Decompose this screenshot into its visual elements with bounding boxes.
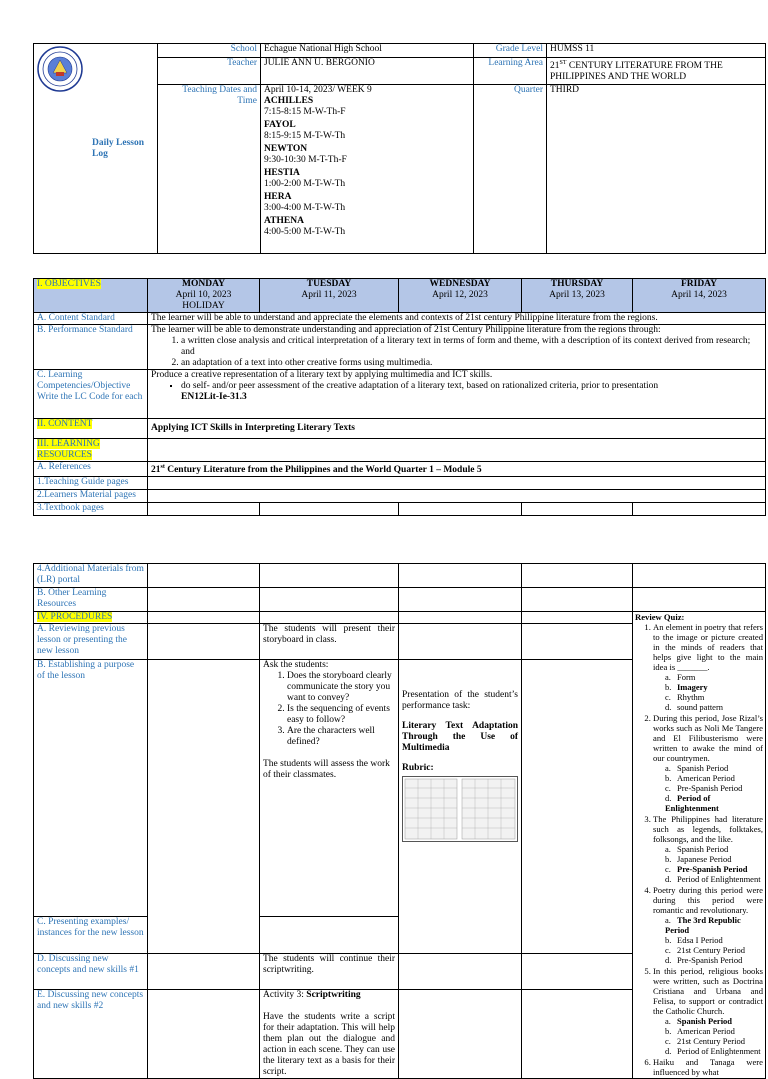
quiz-question: 3. The Philippines had literature such as legends, folktakes, folksongs, and the like. a. Spanish Period b. Japanese Period c. Pre-Spanish Period d. Period of Enlightenment: [653, 814, 763, 884]
section-list: [264, 96, 470, 238]
resources-label-cell: [34, 439, 148, 462]
quiz-option: b. Imagery: [665, 682, 708, 692]
performance-standard-value: The learner will be able to demonstrate understanding and appreciation of 21st Century Philippine literature from the regions through: 1. a written close analysis and critical interpretation of a literary text in terms of form and theme, with a description of its context derived from research; and 2. an adaptation of a text into other creative forms using multimedia.: [148, 325, 766, 370]
day-header-thursday: THURSDAY April 13, 2023: [522, 279, 633, 313]
friday-review-quiz: [633, 612, 766, 1079]
teacher-label: Teacher: [158, 58, 261, 85]
competency-bullet: ▪ do self- and/or peer assessment of the creative adaptation of a literary text, based on rationalized criteria, prior to presentation: [181, 381, 762, 392]
header-table: [33, 43, 766, 254]
quiz-option: b. Japanese Period: [665, 854, 732, 864]
references-value: 21st Century Literature from the Philippines and the World Quarter 1 – Module 5: [148, 462, 766, 477]
school-label: School: [158, 44, 261, 58]
section-time: 9:30-10:30 M-T-Th-F: [264, 155, 347, 165]
competency-code: EN12Lit-Ie-31.3: [181, 392, 247, 402]
procedure-d-label: D. Discussing new concepts and new skills #1: [34, 954, 148, 990]
quiz-option: c. 21st Century Period: [665, 1036, 745, 1046]
quiz-title: Review Quiz:: [635, 612, 685, 622]
section-name: ACHILLES: [264, 96, 314, 106]
content-value: Applying ICT Skills in Interpreting Literary Texts: [148, 419, 766, 439]
quiz-option: d. Pre-Spanish Period: [665, 955, 743, 965]
procedure-b-label: B. Establishing a purpose of the lesson: [34, 660, 148, 917]
quiz-option: a. Spanish Period: [665, 763, 729, 773]
quiz-option: c. Pre-Spanish Period: [665, 783, 743, 793]
rubric-thumbnail-icon: [402, 776, 518, 842]
content-label-cell: [34, 419, 148, 439]
quiz-option: b. American Period: [665, 773, 735, 783]
quiz-list: [635, 622, 763, 1077]
content-standard-value: The learner will be able to understand and appreciate the elements and contexts of 21st century Philippine literature from the regions.: [148, 313, 766, 325]
competency-label: C. Learning Competencies/Objective Write the LC Code for each: [34, 370, 148, 419]
quiz-option: a. Spanish Period: [665, 1016, 733, 1026]
section-name: NEWTON: [264, 144, 308, 154]
procedures-table: [33, 563, 766, 1079]
learners-material-label: 2.Learners Material pages: [34, 490, 148, 503]
quiz-option: d. Period of Enlightenment: [665, 1046, 761, 1056]
procedures-title: IV. PROCEDURES: [37, 612, 113, 622]
quarter-value: THIRD: [547, 85, 766, 254]
resources-label: III. LEARNING RESOURCES: [37, 439, 100, 460]
quiz-option: a. The 3rd Republic Period: [665, 915, 741, 935]
area-label: Learning Area: [474, 58, 547, 85]
quiz-option: d. sound pattern: [665, 702, 724, 712]
school-value: Echague National High School: [261, 44, 474, 58]
performance-standard-label: B. Performance Standard: [34, 325, 148, 370]
quiz-option: c. Pre-Spanish Period: [665, 864, 748, 874]
quiz-option: b. American Period: [665, 1026, 735, 1036]
content-label: II. CONTENT: [37, 419, 93, 429]
quiz-option: d. Period of Enlightenment: [665, 793, 719, 813]
procedures-title-cell: [34, 612, 148, 624]
quiz-question: 2. During this period, Jose Rizal’s works such as Noli Me Tangere and El Filibusterismo were written to awake the mind of our countrymen. a. Spanish Period b. American Period c. Pre-Spanish Period d. Period of Enlightenment: [653, 713, 763, 813]
grade-value: HUMSS 11: [547, 44, 766, 58]
objectives-title: I. OBJECTIVES: [37, 279, 101, 289]
quiz-option: b. Edsa I Period: [665, 935, 723, 945]
quiz-option: c. Rhythm: [665, 692, 705, 702]
references-label: A. References: [34, 462, 148, 477]
dll-title: Daily Lesson Log: [92, 137, 144, 159]
section-time: 4:00-5:00 M-T-W-Th: [264, 227, 346, 237]
section-name: HERA: [264, 192, 292, 202]
quiz-option: a. Spanish Period: [665, 844, 729, 854]
procedure-e-tuesday: Activity 3: Scriptwriting Have the students write a script for their adaptation. This will help them plan out the dialogue and action in each scene. They can use the literary text as a basis for their script.: [260, 990, 399, 1079]
objectives-table: [33, 278, 766, 516]
day-header-monday: MONDAY April 10, 2023 HOLIDAY: [148, 279, 260, 313]
section-time: 7:15-8:15 M-W-Th-F: [264, 107, 346, 117]
day-header-wednesday: WEDNESDAY April 12, 2023: [399, 279, 522, 313]
day-header-tuesday: TUESDAY April 11, 2023: [260, 279, 399, 313]
additional-materials-label: 4.Additional Materials from (LR) portal: [34, 564, 148, 588]
procedure-a-tuesday: The students will present their storyboard in class.: [260, 624, 399, 660]
procedure-a-label: A. Reviewing previous lesson or presenting the new lesson: [34, 624, 148, 660]
section-name: FAYOL: [264, 120, 296, 130]
section-name: ATHENA: [264, 216, 304, 226]
procedure-e-label: E. Discussing new concepts and new skills #2: [34, 990, 148, 1079]
teaching-guide-label: 1.Teaching Guide pages: [34, 477, 148, 490]
quarter-label: Quarter: [474, 85, 547, 254]
section-time: 8:15-9:15 M-T-W-Th: [264, 131, 346, 141]
quiz-question: 4. Poetry during this period were during this period were romantic and revolutionary. a. The 3rd Republic Period b. Edsa I Period c. 21st Century Period d. Pre-Spanish Period: [653, 885, 763, 965]
textbook-label: 3.Textbook pages: [34, 503, 148, 516]
procedure-b-tuesday: Ask the students: 1. Does the storyboard clearly communicate the story you want to convey? 2. Is the sequencing of events easy to follow? 3. Are the characters well defined? The students will assess the work of their classmates.: [260, 660, 399, 917]
dates-label: Teaching Dates and Time: [158, 85, 261, 254]
section-name: HESTIA: [264, 168, 300, 178]
area-value: 21ST CENTURY LITERATURE FROM THE PHILIPPINES AND THE WORLD: [547, 58, 766, 85]
section-time: 3:00-4:00 M-T-W-Th: [264, 203, 346, 213]
procedure-wednesday: Presentation of the student’s performance task: Literary Text Adaptation Through the Use of Multimedia Rubric:: [399, 660, 522, 954]
quiz-question: 5. In this period, religious books were written, such as Doctrina Cristiana and Urbana and Felisa, to support or contradict the Catholic Church. a. Spanish Period b. American Period c. 21st Century Period d. Period of Enlightenment: [653, 966, 763, 1056]
quiz-option: d. Period of Enlightenment: [665, 874, 761, 884]
grade-label: Grade Level: [474, 44, 547, 58]
section-time: 1:00-2:00 M-T-W-Th: [264, 179, 346, 189]
procedure-d-tuesday: The students will continue their scriptwriting.: [260, 954, 399, 990]
other-resources-label: B. Other Learning Resources: [34, 588, 148, 612]
performance-item: 1. a written close analysis and critical interpretation of a literary text in terms of form and theme, with a description of its context derived from research; and: [181, 336, 762, 358]
objectives-title-cell: [34, 279, 148, 313]
content-standard-label: A. Content Standard: [34, 313, 148, 325]
quiz-option: a. Form: [665, 672, 696, 682]
quiz-option: c. 21st Century Period: [665, 945, 745, 955]
performance-item: 2. an adaptation of a text into other creative forms using multimedia.: [181, 358, 762, 369]
quiz-question: 6. Haiku and Tanaga were influenced by what: [653, 1057, 763, 1077]
quiz-question: 1. An element in poetry that refers to the image or picture created in the minds of readers that helps give light to the main idea is _______. a. Form b. Imagery c. Rhythm d. sound pattern: [653, 622, 763, 712]
dates-value: April 10-14, 2023/ WEEK 9 ACHILLES 7:15-8:15 M-W-Th-F FAYOL 8:15-9:15 M-T-W-Th NEWTON 9:30-10:30 M-T-Th-F HESTIA 1:00-2:00 M-T-W-Th HERA 3:00-4:00 M-T-W-Th ATHENA 4:00-5:00 M-T-W-Th: [261, 85, 474, 254]
day-header-friday: FRIDAY April 14, 2023: [633, 279, 766, 313]
competency-value: Produce a creative representation of a literary text by applying multimedia and ICT skills. ▪ do self- and/or peer assessment of the creative adaptation of a literary text, based on rationalized criteria, prior to presentation EN12Lit-Ie-31.3: [148, 370, 766, 419]
dll-title-cell: [34, 44, 158, 254]
teacher-value: JULIE ANN U. BERGONIO: [261, 58, 474, 85]
resources-value: [148, 439, 766, 462]
procedure-c-label: C. Presenting examples/ instances for the new lesson: [34, 916, 148, 953]
